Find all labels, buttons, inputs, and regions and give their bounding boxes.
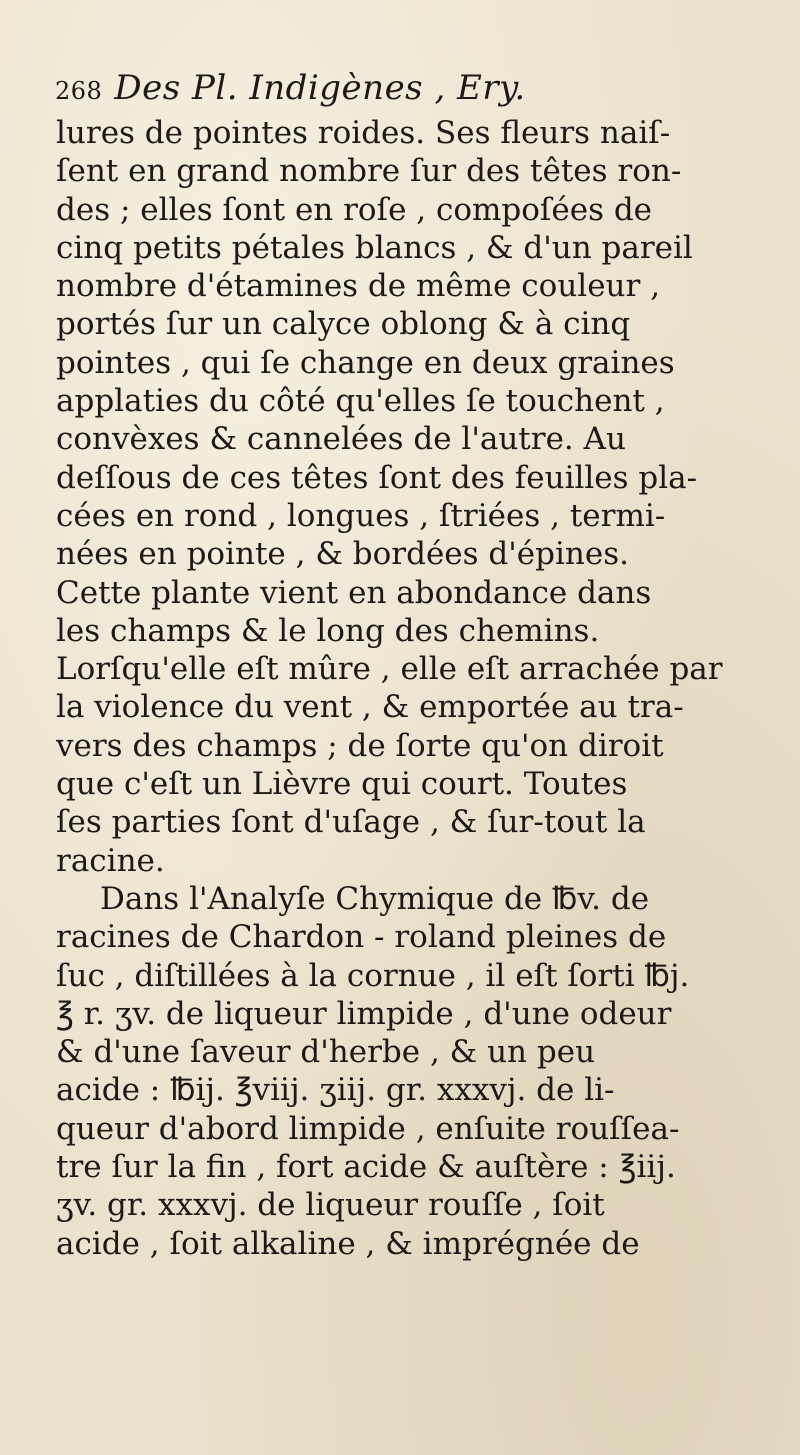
text-line: cées en rond , longues , ſtriées , termi- <box>56 497 666 534</box>
text-line: racines de Chardon - roland pleines de <box>56 919 667 956</box>
text-line: & d'une ſaveur d'herbe , & un peu <box>56 1034 596 1071</box>
text-line: queur d'abord limpide , enſuite rouſſea- <box>56 1110 680 1147</box>
text-line: nombre d'étamines de même couleur , <box>56 268 661 305</box>
running-header <box>55 68 775 114</box>
text-line: la violence du vent , & emportée au tra- <box>56 689 684 726</box>
text-line: tre ſur la fin , fort acide & auſtère : ℥iij. <box>56 1149 676 1186</box>
text-line: acide : ℔ij. ℥viij. ʒiij. gr. xxxvj. de li- <box>56 1072 615 1109</box>
text-line: ſuc , diſtillées à la cornue , il eſt ſorti ℔j. <box>56 957 690 994</box>
text-line: ſent en grand nombre ſur des têtes ron- <box>56 153 682 190</box>
text-line: les champs & le long des chemins. <box>56 612 600 649</box>
text-line: deſſous de ces têtes ſont des feuilles pla- <box>56 459 698 496</box>
text-line: lures de pointes roides. Ses fleurs naiſ- <box>56 115 671 151</box>
text-line: Cette plante vient en abondance dans <box>56 574 652 611</box>
text-line: applaties du côté qu'elles ſe touchent , <box>56 383 665 420</box>
text-line: racine. <box>56 842 165 879</box>
text-line: vers des champs ; de ſorte qu'on diroit <box>56 727 664 764</box>
text-line: nées en pointe , & bordées d'épines. <box>56 536 629 573</box>
text-line: que c'eſt un Lièvre qui court. Toutes <box>56 766 628 803</box>
text-line: acide , ſoit alkaline , & imprégnée de <box>56 1225 640 1262</box>
running-title: Des Pl. Indigènes , Ery. <box>114 68 526 108</box>
paragraph-start-line: Dans l'Analyſe Chymique de ℔v. de <box>100 880 650 917</box>
page-number: 268 <box>55 77 103 105</box>
text-line: portés ſur un calyce oblong & à cinq <box>56 306 631 343</box>
text-line: convèxes & cannelées de l'autre. Au <box>56 421 626 458</box>
text-line: ℥ r. ʒv. de liqueur limpide , d'une odeur <box>56 995 672 1032</box>
text-line: ʒv. gr. xxxvj. de liqueur rouſſe , ſoit <box>56 1187 605 1224</box>
text-line: ſes parties ſont d'uſage , & ſur-tout la <box>56 804 646 841</box>
text-line: Lorſqu'elle eſt mûre , elle eſt arrachée par <box>56 651 723 688</box>
text-line: cinq petits pétales blancs , & d'un pareil <box>56 229 693 266</box>
text-line: des ; elles ſont en roſe , compoſées de <box>56 191 653 228</box>
body-text <box>56 114 786 1263</box>
text-line: pointes , qui ſe change en deux graines <box>56 344 675 381</box>
